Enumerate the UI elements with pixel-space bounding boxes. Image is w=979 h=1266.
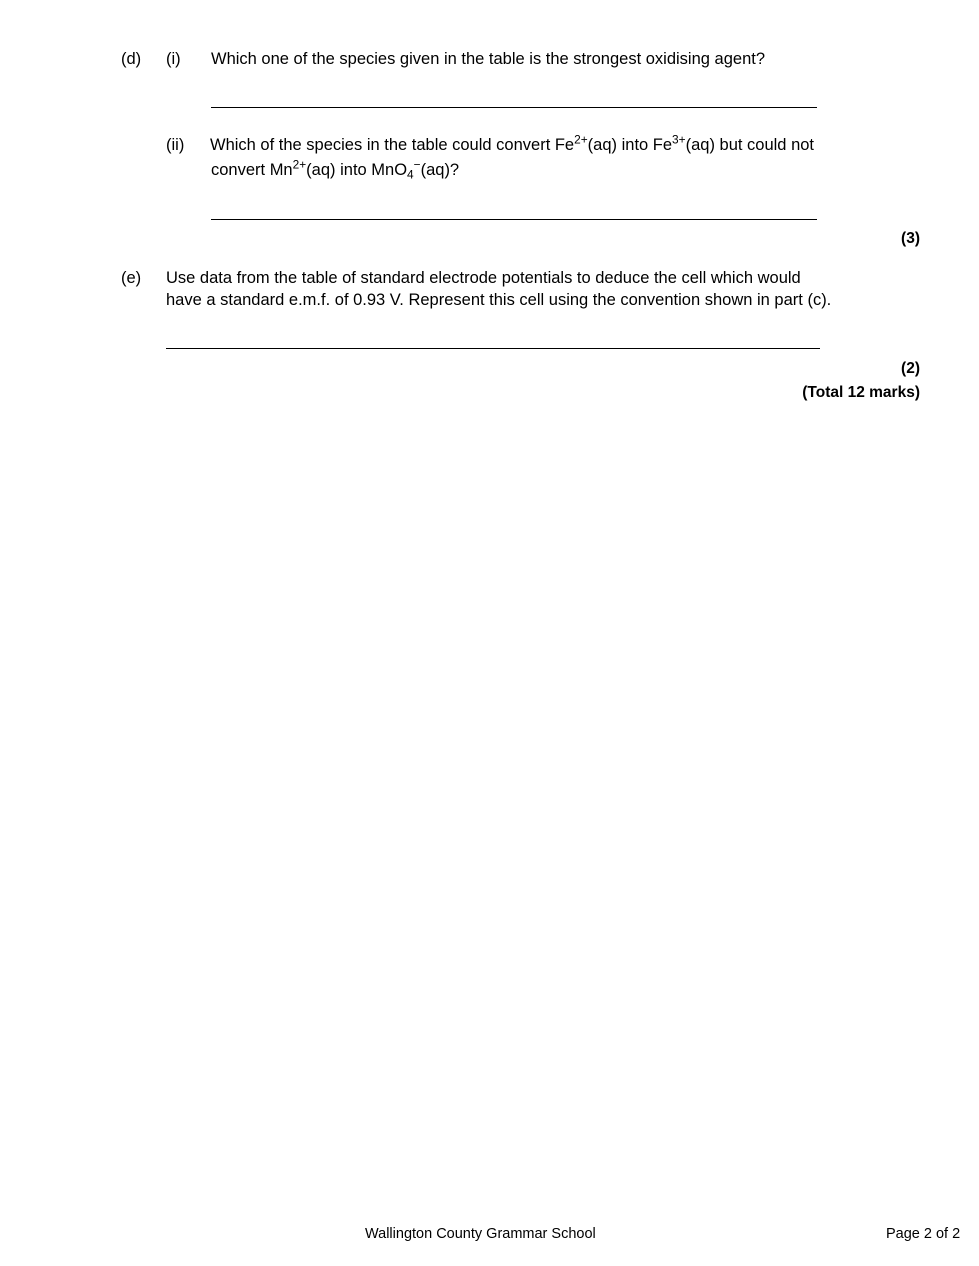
answer-line-e[interactable] bbox=[166, 348, 820, 349]
question-d-ii-line2-a: convert Mn bbox=[211, 161, 293, 179]
question-d-label: (d) bbox=[121, 50, 142, 68]
question-e-label: (e) bbox=[121, 269, 142, 287]
answer-line-d-ii[interactable] bbox=[211, 219, 817, 220]
question-d-ii-label: (ii) bbox=[166, 136, 185, 154]
subscript-count: 4 bbox=[407, 167, 414, 182]
question-d-ii-line2-b: (aq) into MnO bbox=[306, 161, 408, 179]
question-d-ii-line1-a: Which of the species in the table could convert Fe bbox=[210, 136, 575, 154]
superscript-charge: − bbox=[413, 157, 421, 172]
marks-e: (2) bbox=[901, 360, 920, 377]
footer-page-number: Page 2 of 2 bbox=[886, 1226, 961, 1242]
question-d-ii-line1 bbox=[210, 132, 815, 155]
superscript-charge: 3+ bbox=[672, 132, 686, 147]
question-d-ii-line2 bbox=[211, 157, 460, 182]
marks-d: (3) bbox=[901, 230, 920, 247]
superscript-charge: 2+ bbox=[574, 132, 588, 147]
question-d-ii-line1-c: (aq) but could not bbox=[685, 136, 815, 154]
question-e-line1: Use data from the table of standard electrode potentials to deduce the cell which would bbox=[166, 269, 801, 287]
question-d-i-text: Which one of the species given in the table is the strongest oxidising agent? bbox=[211, 50, 766, 68]
footer-school: Wallington County Grammar School bbox=[365, 1226, 596, 1242]
total-marks: (Total 12 marks) bbox=[802, 384, 920, 401]
superscript-charge: 2+ bbox=[292, 157, 307, 172]
question-d-ii-line1-b: (aq) into Fe bbox=[587, 136, 673, 154]
question-d-i-label: (i) bbox=[166, 50, 181, 68]
answer-line-d-i[interactable] bbox=[211, 107, 817, 108]
question-d-ii-line2-c: (aq)? bbox=[420, 161, 460, 179]
question-e-line2: have a standard e.m.f. of 0.93 V. Represent this cell using the convention shown in part (c). bbox=[166, 291, 832, 309]
